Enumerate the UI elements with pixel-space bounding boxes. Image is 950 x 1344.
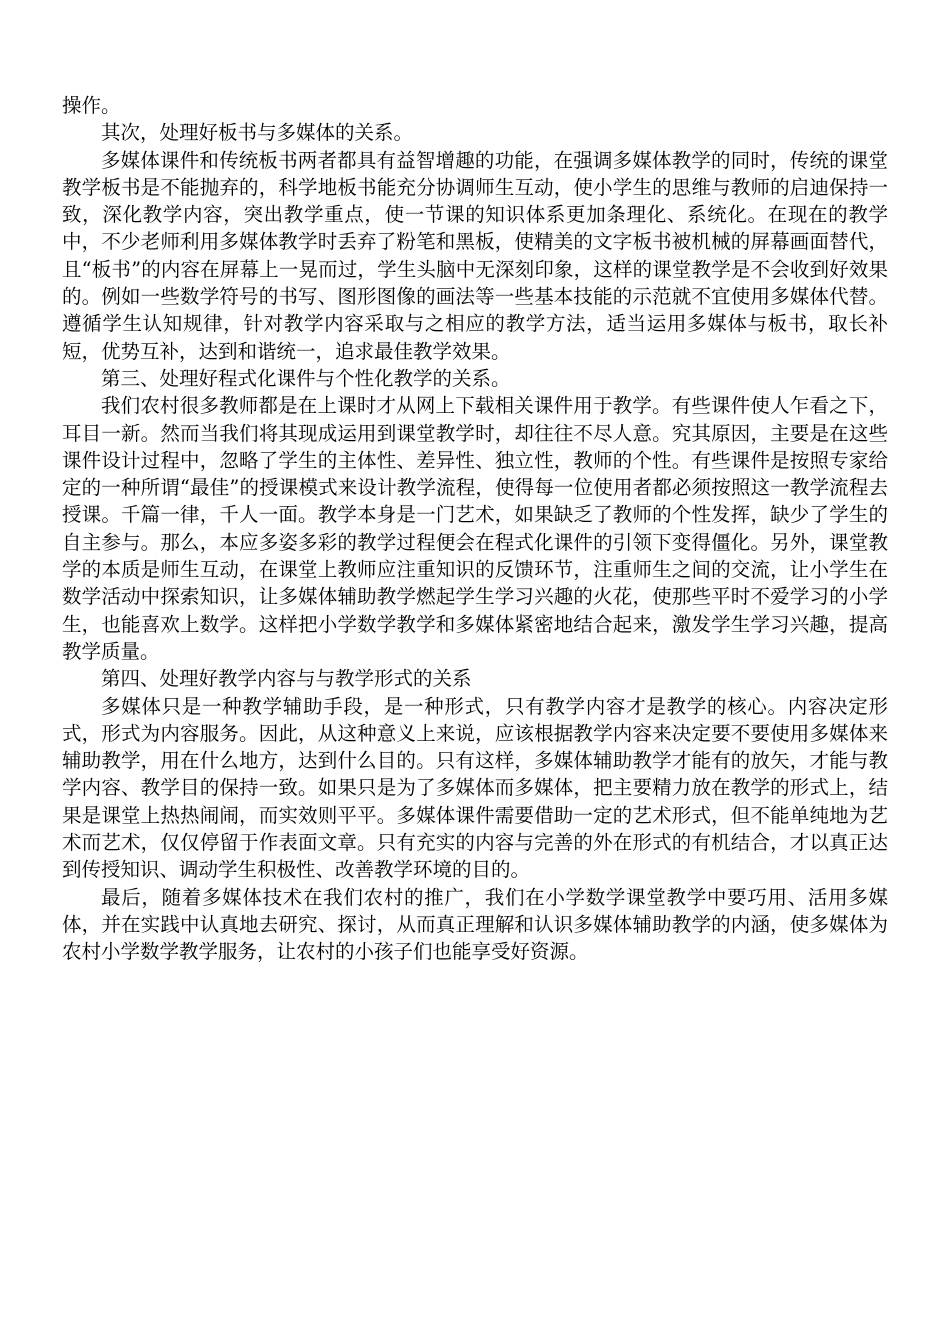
heading-second: 其次，处理好板书与多媒体的关系。 <box>101 121 414 145</box>
heading-third: 第三、处理好程式化课件与个性化教学的关系。 <box>101 366 511 390</box>
paragraph-content-form: 多媒体只是一种教学辅助手段，是一种形式，只有教学内容才是教学的核心。内容决定形式，形式为内容服务。因此，从这种意义上来说，应该根据教学内容来决定要不要使用多媒体来辅助教学，用在什么地方，达到什么目的。只有这样，多媒体辅助教学才能有的放矢，才能与教学内容、教学目的保持一致。如果只是为了多媒体而多媒体，把主要精力放在教学的形式上，结果是课堂上热热闹闹，而实效则平平。多媒体课件需要借助一定的艺术形式，但不能单纯地为艺术而艺术，仅仅停留于作表面文章。只有充实的内容与完善的外在形式的有机结合，才以真正达到传授知识、调动学生积极性、改善教学环境的目的。 <box>62 694 888 882</box>
paragraph-continuation: 操作。 <box>62 94 121 117</box>
paragraph-courseware-personalization: 我们农村很多教师都是在上课时才从网上下载相关课件用于教学。有些课件使人乍看之下，耳目一新。然而当我们将其现成运用到课堂教学时，却往往不尽人意。究其原因，主要是在这些课件设计过程中，忽略了学生的主体性、差异性、独立性，教师的个性。有些课件是按照专家给定的一种所谓“最佳”的授课模式来设计教学流程，使得每一位使用者都必须按照这一教学流程去授课。千篇一律，千人一面。教学本身是一门艺术，如果缺乏了教师的个性发挥，缺少了学生的自主参与。那么，本应多姿多彩的教学过程便会在程式化课件的引领下变得僵化。另外，课堂教学的本质是师生互动，在课堂上教师应注重知识的反馈环节，注重师生之间的交流，让小学生在数学活动中探索知识，让多媒体辅助教学燃起学生学习兴趣的火花，使那些平时不爱学习的小学生，也能喜欢上数学。这样把小学数学教学和多媒体紧密地结合起来，激发学生学习兴趣，提高教学质量。 <box>62 394 888 663</box>
document-body <box>62 92 888 966</box>
paragraph-blackboard-multimedia: 多媒体课件和传统板书两者都具有益智增趣的功能，在强调多媒体教学的同时，传统的课堂教学板书是不能抛弃的，科学地板书能充分协调师生互动，使小学生的思维与教师的启迪保持一致，深化教学内容，突出教学重点，使一节课的知识体系更加条理化、系统化。在现在的教学中，不少老师利用多媒体教学时丢弃了粉笔和黑板，使精美的文字板书被机械的屏幕画面替代，且“板书”的内容在屏幕上一晃而过，学生头脑中无深刻印象，这样的课堂教学是不会收到好效果的。例如一些数学符号的书写、图形图像的画法等一些基本技能的示范就不宜使用多媒体代替。遵循学生认知规律，针对教学内容采取与之相应的教学方法，适当运用多媒体与板书，取长补短，优势互补，达到和谐统一，追求最佳教学效果。 <box>62 148 888 363</box>
paragraph-conclusion: 最后，随着多媒体技术在我们农村的推广，我们在小学数学课堂教学中要巧用、活用多媒体，并在实践中认真地去研究、探讨，从而真正理解和认识多媒体辅助教学的内涵，使多媒体为农村小学数学教学服务，让农村的小孩子们也能享受好资源。 <box>62 885 888 964</box>
heading-fourth: 第四、处理好教学内容与与教学形式的关系 <box>101 667 472 691</box>
